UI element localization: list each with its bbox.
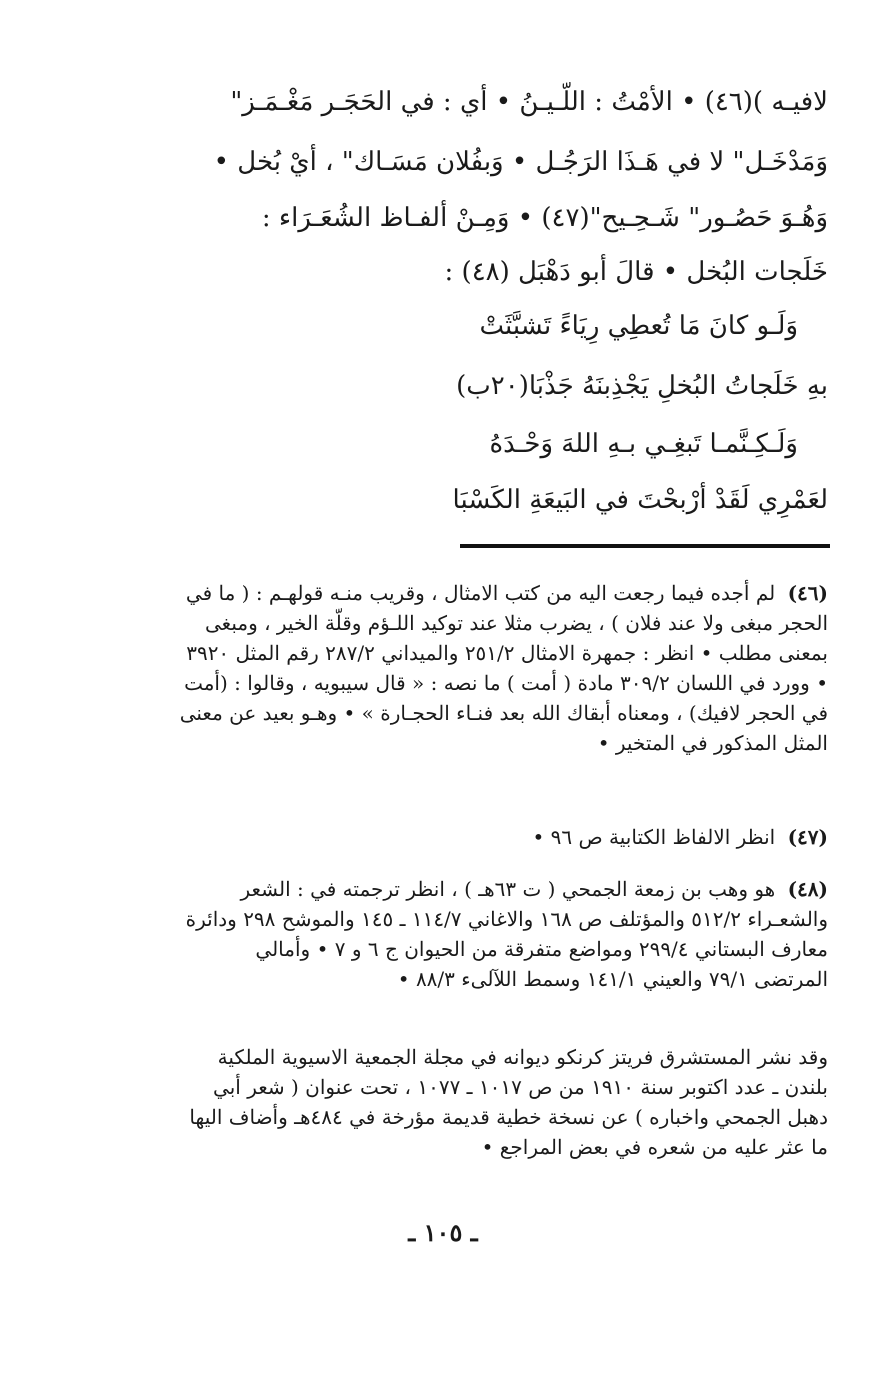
verse-hemistich-1: وَلَـو كانَ مَا تُعطِي رِيَاءً تَشبَّثَتْ — [479, 311, 798, 341]
footnote-text: هو وهب بن زمعة الجمحي ( ت ٦٣هـ ) ، انظر ترجمته في : الشعر والشعـراء ٥١٢/٢ والمؤتلف ص ١٦٨ والاغاني ١١٤/٧ ـ ١٤٥ والموشح ٢٩٨ ودائرة معارف البستاني ٢٩٩/٤ ومواضع متفرقة من الحيوان ج ٦ و ٧ • وأمالي المرتضى ٧٩/١ والعيني ١٤١/١ وسمط اللآلىء ٨٨/٣ • — [185, 877, 828, 991]
verse-hemistich-2: بهِ خَلَجاتُ البُخلِ يَجْذِبنَهُ جَذْبَا(٢٠ب) — [456, 371, 828, 401]
body-line-3: وَهُـوَ حَصُـور" شَـحِـيح"(٤٧) • وَمِـنْ ألفـاظ الشُعَـرَاء : — [261, 203, 828, 233]
footnote-number: (٤٧) — [787, 825, 828, 849]
footnote-number: (٤٨) — [787, 877, 828, 901]
page-number: ـ ١٠٥ ـ — [408, 1218, 478, 1247]
body-line-1: لافيـه )(٤٦) • الأمْتُ : اللّـيـنُ • أي : في الحَجَـر مَغْـمَـز" — [230, 87, 828, 117]
footnote-46 — [178, 578, 828, 758]
verse-hemistich-3: وَلَـكِـنَّمـا تَبغِـي بـهِ اللهَ وَحْـدَهُ — [489, 429, 798, 459]
body-line-2: وَمَدْخَـل" لا في هَـذَا الرَجُـل • وَبفُلان مَسَـاك" ، أيْ بُخل • — [213, 147, 828, 177]
footnote-48-continuation: وقد نشر المستشرق فريتز كرنكو ديوانه في مجلة الجمعية الاسيوية الملكية بلندن ـ عدد اكتوبر سنة ١٩١٠ من ص ١٠١٧ ـ ١٠٧٧ ، تحت عنوان ( شعر أبي دهبل الجمحي واخباره ) عن نسخة خطية قديمة مؤرخة في ٤٨٤هـ وأضاف اليها ما عثر عليه من شعره في بعض المراجع • — [189, 1045, 828, 1159]
footnote-text: انظر الالفاظ الكتابية ص ٩٦ • — [532, 825, 776, 849]
footnote-number: (٤٦) — [787, 581, 828, 605]
footnote-48 — [178, 874, 828, 994]
footnote-text: لم أجده فيما رجعت اليه من كتب الامثال ، وقريب منـه قولهـم : ( ما في الحجر مبغى ولا عند فلان ) ، يضرب مثلا عند توكيد اللـؤم وقلّة الخير ، ومبغى بمعنى مطلب • انظر : جمهرة الامثال ٢٥١/٢ والميداني ٢٨٧/٢ رقم المثل ٣٩٢٠ • وورد في اللسان ٣٠٩/٢ مادة ( أمت ) ما نصه : « قال سيبويه ، وقالوا : (أمت في الحجر لافيك) ، ومعناه أبقاك الله بعد فنـاء الحجـارة » • وهـو بعيد عن معنى المثل المذكور في المتخير • — [179, 581, 828, 755]
footnote-separator — [460, 544, 830, 548]
body-line-4: خَلَجات البُخل • قالَ أبو دَهْبَل (٤٨) : — [444, 257, 828, 287]
verse-hemistich-4: لعَمْرِي لَقَدْ أرْبحْتَ في البَيعَةِ الكَسْبَا — [452, 485, 828, 515]
footnote-47 — [178, 822, 828, 852]
